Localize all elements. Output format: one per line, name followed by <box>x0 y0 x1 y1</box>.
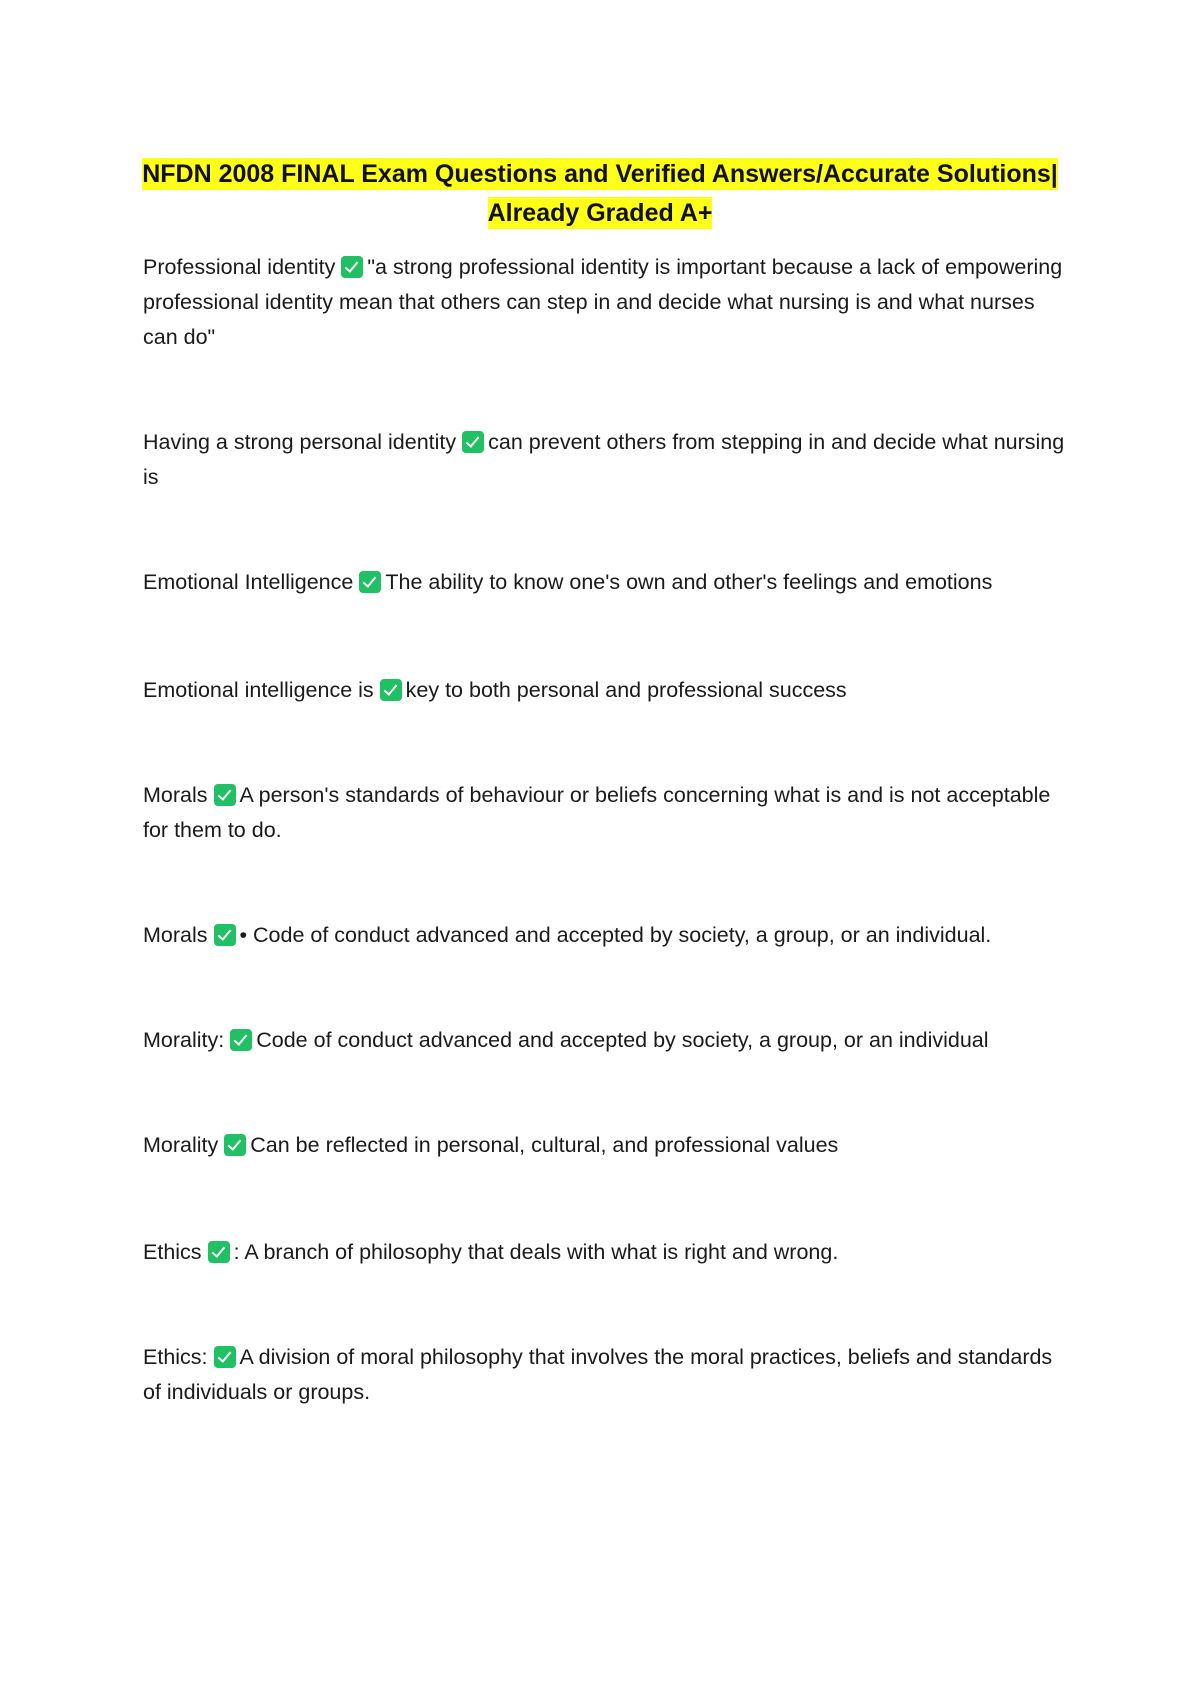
check-mark-icon <box>359 571 381 593</box>
title-line-1: NFDN 2008 FINAL Exam Questions and Verified Answers/Accurate Solutions| <box>142 160 1058 188</box>
qa-entry <box>143 673 1073 708</box>
qa-entry <box>143 565 1073 600</box>
entry-term: Morals <box>143 923 208 947</box>
title-line-2: Already Graded A+ <box>487 199 713 227</box>
entry-answer: The ability to know one's own and other's feelings and emotions <box>385 570 993 594</box>
qa-entry <box>143 1340 1073 1410</box>
entry-answer: can prevent others from stepping in and decide what nursing is <box>143 430 1065 489</box>
check-mark-icon <box>380 679 402 701</box>
entry-answer: : A branch of philosophy that deals with what is right and wrong. <box>233 1240 839 1264</box>
entry-term: Professional identity <box>143 255 336 279</box>
entry-term: Ethics: <box>143 1345 208 1369</box>
qa-entry <box>143 425 1073 495</box>
entry-answer: A person's standards of behaviour or beliefs concerning what is and is not acceptable for them to do. <box>143 783 1051 842</box>
qa-entry <box>143 1128 1073 1163</box>
entry-answer: A division of moral philosophy that involves the moral practices, beliefs and standards of individuals or groups. <box>143 1345 1053 1404</box>
check-mark-icon <box>214 1346 236 1368</box>
qa-entry <box>143 778 1073 848</box>
check-mark-icon <box>341 256 363 278</box>
entry-answer: Can be reflected in personal, cultural, and professional values <box>250 1133 839 1157</box>
entry-answer: "a strong professional identity is important because a lack of empowering professional identity mean that others can step in and decide what nursing is and what nurses can do" <box>143 255 1063 349</box>
entry-term: Having a strong personal identity <box>143 430 457 454</box>
entry-term: Morality: <box>143 1028 225 1052</box>
entry-term: Morals <box>143 783 208 807</box>
entry-answer: • Code of conduct advanced and accepted by society, a group, or an individual. <box>239 923 992 947</box>
entry-term: Emotional Intelligence <box>143 570 354 594</box>
check-mark-icon <box>462 431 484 453</box>
entry-term: Ethics <box>143 1240 202 1264</box>
qa-entry <box>143 918 1073 953</box>
entry-answer: Code of conduct advanced and accepted by society, a group, or an individual <box>256 1028 989 1052</box>
check-mark-icon <box>230 1029 252 1051</box>
check-mark-icon <box>214 924 236 946</box>
qa-entry <box>143 250 1073 355</box>
entry-answer: key to both personal and professional success <box>405 678 847 702</box>
check-mark-icon <box>208 1241 230 1263</box>
qa-entry <box>143 1023 1073 1058</box>
document-title <box>140 155 1060 233</box>
check-mark-icon <box>224 1134 246 1156</box>
entry-term: Morality <box>143 1133 219 1157</box>
entry-term: Emotional intelligence is <box>143 678 374 702</box>
qa-entry <box>143 1235 1073 1270</box>
check-mark-icon <box>214 784 236 806</box>
